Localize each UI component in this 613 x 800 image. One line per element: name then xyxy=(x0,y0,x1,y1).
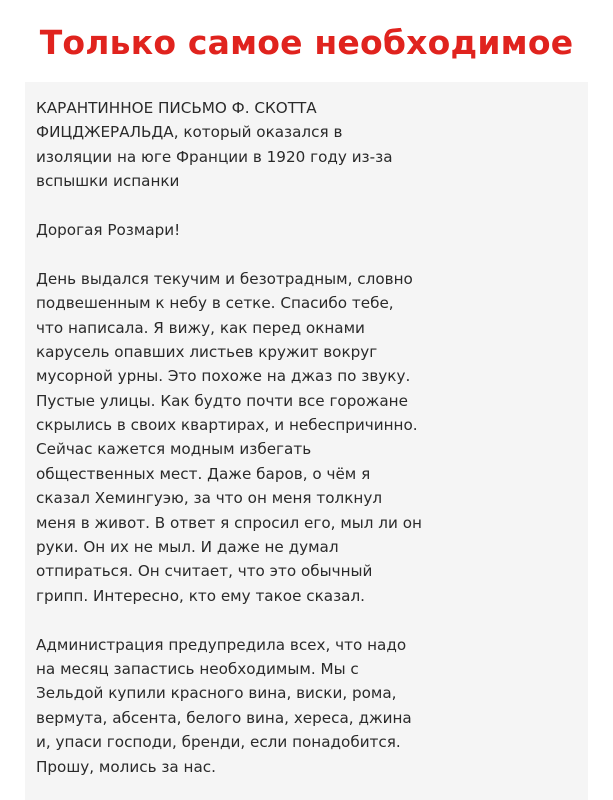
text-line: Прошу, молись за нас. xyxy=(36,757,216,776)
letter-intro xyxy=(36,96,576,194)
text-line: подвешенным к небу в сетке. Спасибо тебе, xyxy=(36,294,394,313)
text-line: меня в живот. В ответ я спросил его, мыл ли он xyxy=(36,513,422,532)
text-line: Пустые улицы. Как будто почти все горожане xyxy=(36,391,408,410)
text-line: вспышки испанки xyxy=(36,172,180,191)
letter-paragraph-2 xyxy=(36,633,576,779)
text-line: что написала. Я вижу, как перед окнами xyxy=(36,318,365,337)
text-line: сказал Хемингуэю, за что он меня толкнул xyxy=(36,489,383,508)
text-line: скрылись в своих квартирах, и небеспричинно. xyxy=(36,416,418,435)
text-line: изоляции на юге Франции в 1920 году из-за xyxy=(36,147,393,166)
text-line: мусорной урны. Это похоже на джаз по звуку. xyxy=(36,367,411,386)
letter-text xyxy=(36,96,576,779)
text-line: Зельдой купили красного вина, виски, рома, xyxy=(36,684,397,703)
text-line: ФИЦДЖЕРАЛЬДА, который оказался в xyxy=(36,123,343,142)
text-line: руки. Он их не мыл. И даже не думал xyxy=(36,538,339,557)
text-line: Сейчас кажется модным избегать xyxy=(36,440,312,459)
text-line: и, упаси господи, бренди, если понадобится. xyxy=(36,733,401,752)
text-line: отпираться. Он считает, что это обычный xyxy=(36,562,373,581)
letter-greeting xyxy=(36,218,576,242)
text-line: общественных мест. Даже баров, о чём я xyxy=(36,464,371,483)
letter-paragraph-1 xyxy=(36,267,576,608)
text-line: на месяц запастись необходимым. Мы с xyxy=(36,659,359,678)
text-line: Администрация предупредила всех, что надо xyxy=(36,635,407,654)
text-line: карусель опавших листьев кружит вокруг xyxy=(36,342,378,361)
text-line: Дорогая Розмари! xyxy=(36,220,181,239)
text-line: КАРАНТИННОЕ ПИСЬМО Ф. СКОТТА xyxy=(36,99,317,117)
text-line: День выдался текучим и безотрадным, словно xyxy=(36,269,413,288)
text-line: вермута, абсента, белого вина, хереса, джина xyxy=(36,708,412,727)
text-line: грипп. Интересно, кто ему такое сказал. xyxy=(36,586,365,605)
headline: Только самое необходимое xyxy=(39,23,574,62)
